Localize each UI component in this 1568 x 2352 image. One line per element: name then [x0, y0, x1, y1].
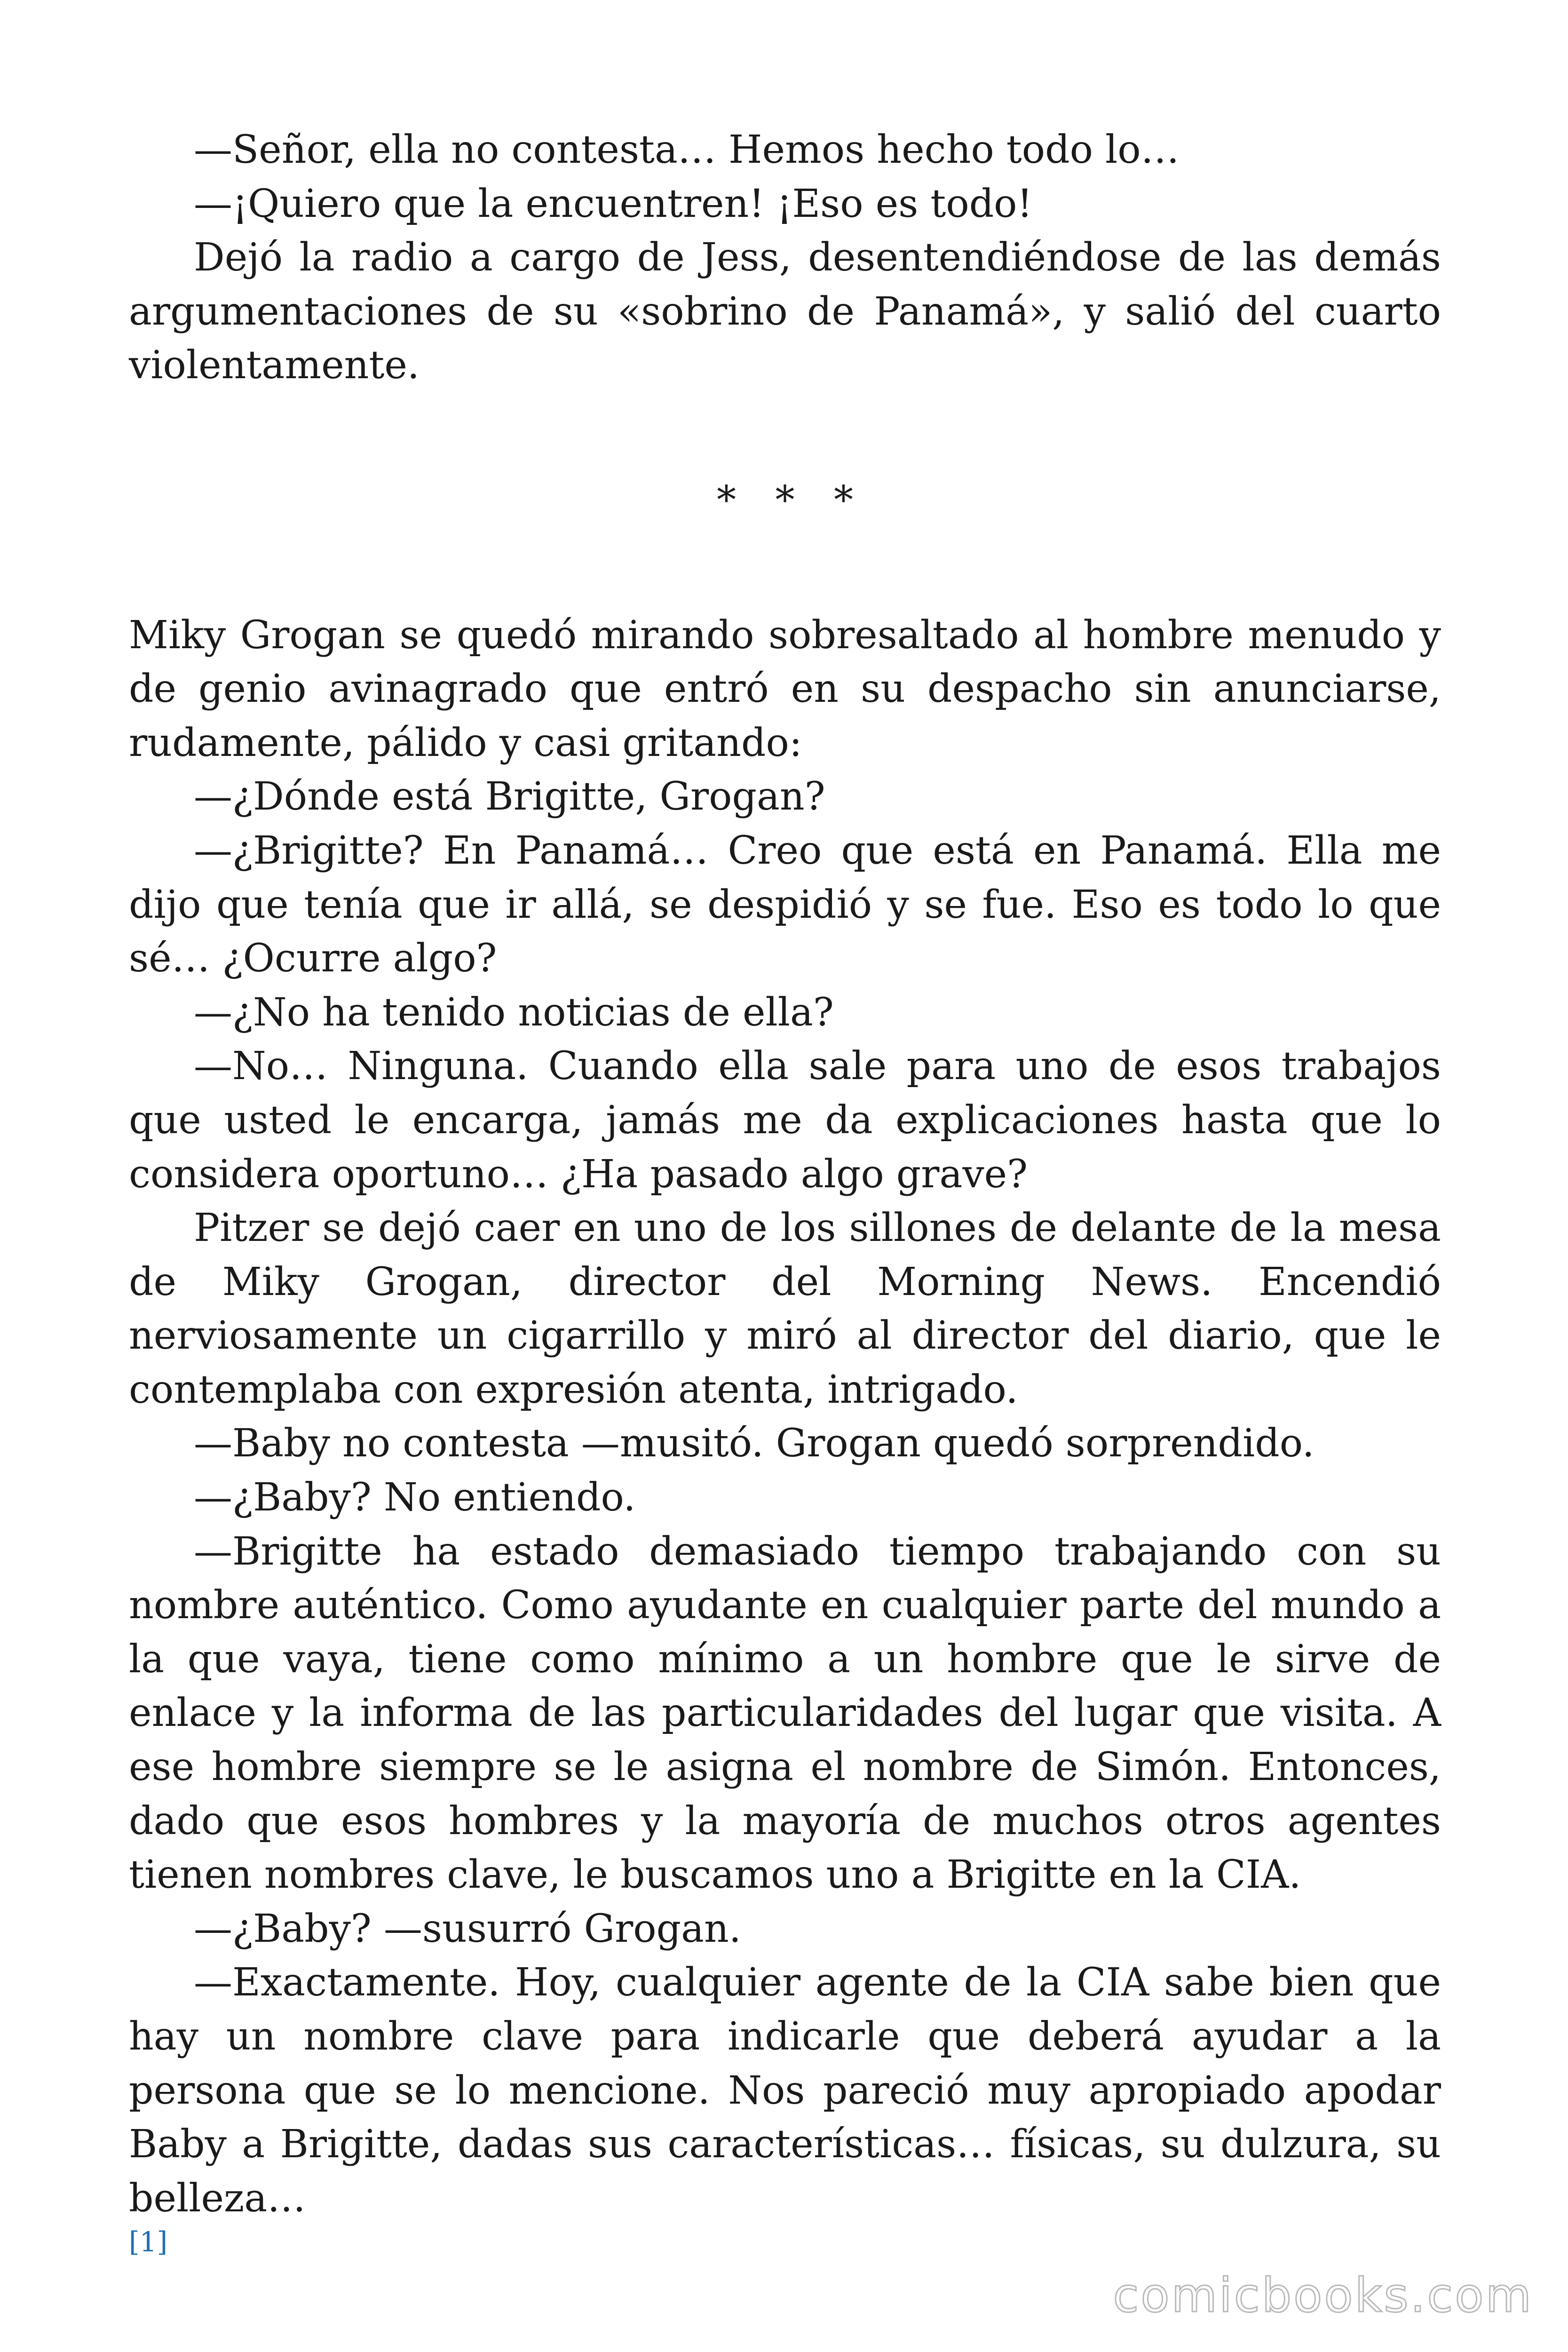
- watermark-logo: comicbooks.com: [1113, 2268, 1533, 2323]
- paragraph: —¿Baby? No entiendo.: [194, 1475, 636, 1520]
- paragraph: —Señor, ella no contesta… Hemos hecho todo lo…: [194, 127, 1180, 172]
- footnote-link[interactable]: [1]: [129, 2226, 168, 2258]
- paragraph: Pitzer se dejó caer en uno de los sillones de delante de la mesa de Miky Grogan, director del Morning News. Encendió nerviosamente un cigarrillo y miró al director del diario, que le contemplaba con expresión atenta, intrigado.: [129, 1206, 1441, 1412]
- paragraph: Miky Grogan se quedó mirando sobresaltado al hombre menudo y de genio avinagrado que entró en su despacho sin anunciarse, rudamente, pálido y casi gritando:: [129, 612, 1441, 765]
- paragraph: —Brigitte ha estado demasiado tiempo trabajando con su nombre auténtico. Como ayudante en cualquier parte del mundo a la que vaya, tiene como mínimo a un hombre que le sirve de enlace y la informa de las particularidades del lugar que visita. A ese hombre siempre se le asigna el nombre de Simón. Entonces, dado que esos hombres y la mayoría de muchos otros agentes tienen nombres clave, le buscamos uno a Brigitte en la CIA.: [129, 1529, 1441, 1898]
- book-page: [129, 123, 1441, 2258]
- paragraph: —¿No ha tenido noticias de ella?: [194, 990, 834, 1035]
- paragraph: —Baby no contesta —musitó. Grogan quedó sorprendido.: [194, 1421, 1315, 1466]
- paragraph: —¿Dónde está Brigitte, Grogan?: [194, 774, 825, 819]
- paragraph: Dejó la radio a cargo de Jess, desentendiéndose de las demás argumentaciones de su «sobrino de Panamá», y salió del cuarto violentamente.: [129, 235, 1441, 388]
- paragraph: —¿Baby? —susurró Grogan.: [194, 1906, 741, 1951]
- paragraph: —¡Quiero que la encuentren! ¡Eso es todo!: [194, 181, 1033, 226]
- section-gap: [129, 528, 1441, 609]
- scene-separator: * * *: [717, 477, 867, 523]
- paragraph: —¿Brigitte? En Panamá… Creo que está en Panamá. Ella me dijo que tenía que ir allá, se despidió y se fue. Eso es todo lo que sé… ¿Ocurre algo?: [129, 828, 1441, 981]
- section-gap: [129, 393, 1441, 474]
- paragraph: —Exactamente. Hoy, cualquier agente de la CIA sabe bien que hay un nombre clave para indicarle que deberá ayudar a la persona que se lo mencione. Nos pareció muy apropiado apodar Baby a Brigitte, dadas sus características… físicas, su dulzura, su belleza…: [129, 1960, 1441, 2221]
- paragraph: —No… Ninguna. Cuando ella sale para uno de esos trabajos que usted le encarga, jamás me da explicaciones hasta que lo considera oportuno… ¿Ha pasado algo grave?: [129, 1044, 1441, 1197]
